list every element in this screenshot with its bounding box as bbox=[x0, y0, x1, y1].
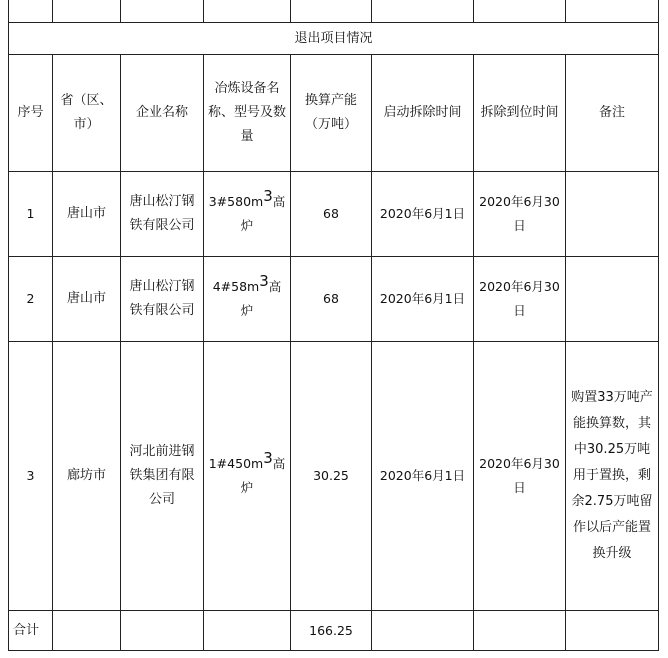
table-row bbox=[9, 172, 659, 257]
row-company: 唐山松汀钢铁有限公司 bbox=[121, 257, 204, 342]
exit-projects-table bbox=[8, 0, 659, 651]
header-province: 省（区、市） bbox=[53, 55, 121, 172]
table-title: 退出项目情况 bbox=[9, 23, 659, 55]
row-seq: 3 bbox=[9, 342, 53, 611]
title-row bbox=[9, 23, 659, 55]
equipment-unit-exponent: 3 bbox=[259, 272, 269, 290]
row-note bbox=[566, 172, 659, 257]
row-end-time: 2020年6月30日 bbox=[474, 172, 566, 257]
equipment-model: 4#58m bbox=[212, 279, 260, 294]
header-equipment: 冶炼设备名称、型号及数量 bbox=[204, 55, 291, 172]
row-province: 廊坊市 bbox=[53, 342, 121, 611]
total-label: 合计 bbox=[9, 611, 53, 651]
row-note: 购置33万吨产能换算数，其中30.25万吨用于置换，剩余2.75万吨留作以后产能置换升级 bbox=[566, 342, 659, 611]
row-equipment bbox=[204, 172, 291, 257]
row-province: 唐山市 bbox=[53, 172, 121, 257]
row-capacity: 30.25 bbox=[291, 342, 372, 611]
equipment-model: 1#450m bbox=[208, 456, 264, 471]
equipment-model: 3#580m bbox=[208, 194, 264, 209]
equipment-unit-exponent: 3 bbox=[263, 187, 273, 205]
table-row bbox=[9, 342, 659, 611]
header-row bbox=[9, 55, 659, 172]
equipment-type: 高炉 bbox=[240, 194, 286, 233]
header-end-time: 拆除到位时间 bbox=[474, 55, 566, 172]
total-capacity: 166.25 bbox=[291, 611, 372, 651]
row-note bbox=[566, 257, 659, 342]
row-capacity: 68 bbox=[291, 257, 372, 342]
row-capacity: 68 bbox=[291, 172, 372, 257]
header-seq: 序号 bbox=[9, 55, 53, 172]
row-end-time: 2020年6月30日 bbox=[474, 257, 566, 342]
row-end-time: 2020年6月30日 bbox=[474, 342, 566, 611]
row-seq: 2 bbox=[9, 257, 53, 342]
row-province: 唐山市 bbox=[53, 257, 121, 342]
equipment-type: 高炉 bbox=[240, 279, 282, 318]
row-seq: 1 bbox=[9, 172, 53, 257]
equipment-unit-exponent: 3 bbox=[263, 449, 273, 467]
row-equipment bbox=[204, 342, 291, 611]
header-company: 企业名称 bbox=[121, 55, 204, 172]
cut-top-row bbox=[9, 0, 659, 23]
header-capacity: 换算产能（万吨） bbox=[291, 55, 372, 172]
total-row bbox=[9, 611, 659, 651]
row-start-time: 2020年6月1日 bbox=[372, 172, 474, 257]
header-note: 备注 bbox=[566, 55, 659, 172]
header-start-time: 启动拆除时间 bbox=[372, 55, 474, 172]
table-row bbox=[9, 257, 659, 342]
equipment-type: 高炉 bbox=[240, 456, 286, 495]
row-company: 唐山松汀钢铁有限公司 bbox=[121, 172, 204, 257]
row-start-time: 2020年6月1日 bbox=[372, 257, 474, 342]
row-company: 河北前进钢铁集团有限公司 bbox=[121, 342, 204, 611]
row-start-time: 2020年6月1日 bbox=[372, 342, 474, 611]
row-equipment bbox=[204, 257, 291, 342]
